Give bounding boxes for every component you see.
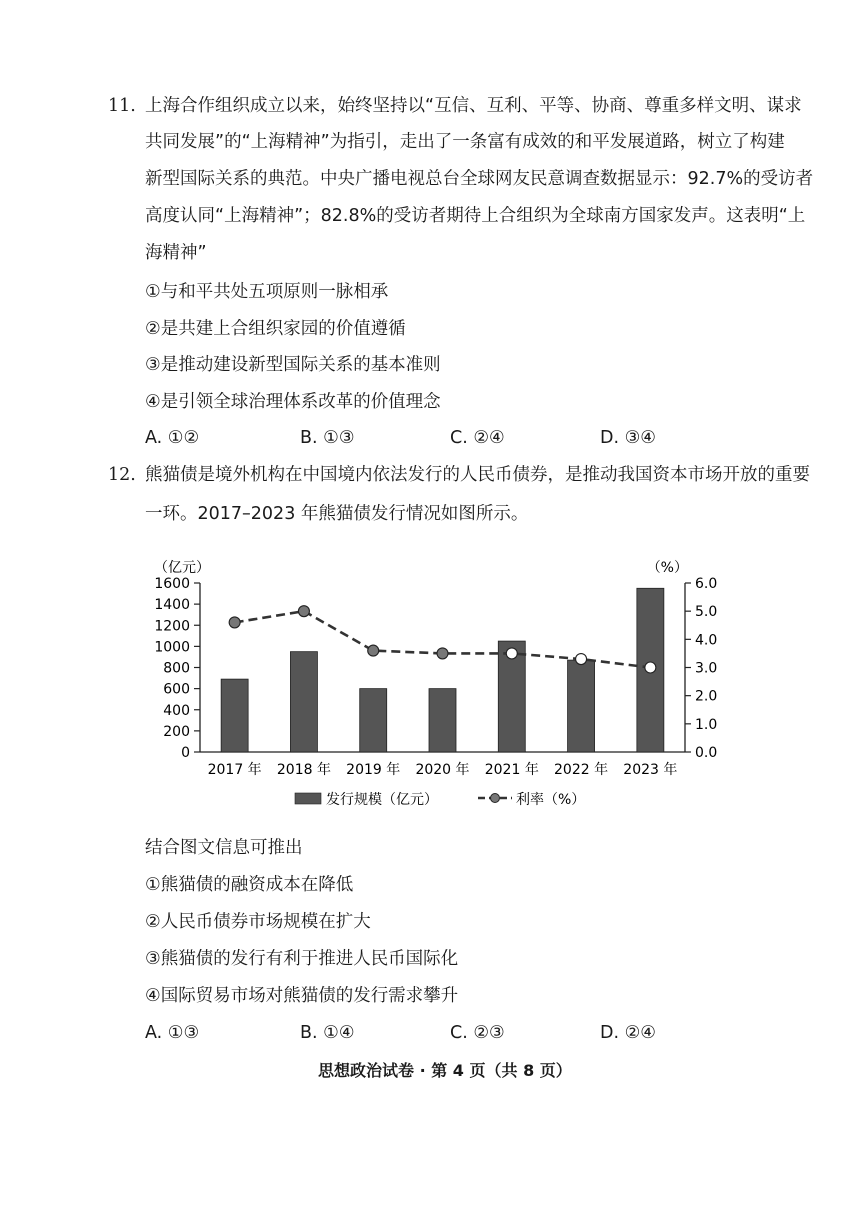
right-axis-unit: （%） bbox=[646, 560, 688, 576]
left-tick-label: 600 bbox=[163, 681, 190, 698]
x-tick-label: 2023 年 bbox=[623, 762, 678, 778]
right-tick-label: 2.0 bbox=[695, 688, 718, 705]
q12-option-c: C. ②③ bbox=[450, 1023, 505, 1043]
q11-number: 11. bbox=[108, 96, 136, 116]
panda-bond-chart bbox=[140, 550, 718, 815]
right-tick-label: 4.0 bbox=[695, 632, 718, 649]
q12-stem-line-2: 一环。2017–2023 年熊猫债发行情况如图所示。 bbox=[145, 504, 529, 524]
left-tick-label: 1200 bbox=[154, 618, 190, 635]
x-tick-label: 2019 年 bbox=[346, 762, 401, 778]
x-tick-label: 2018 年 bbox=[276, 762, 331, 778]
legend-bar-swatch bbox=[295, 793, 321, 804]
q11-stem-line-5: 海精神” bbox=[145, 243, 207, 263]
bar-3 bbox=[360, 689, 387, 752]
q11-stem-line-3: 新型国际关系的典范。中央广播电视总台全球网友民意调查数据显示：92.7%的受访者 bbox=[145, 169, 814, 189]
right-tick-label: 6.0 bbox=[695, 576, 718, 592]
right-tick-label: 5.0 bbox=[695, 604, 718, 621]
left-tick-label: 400 bbox=[163, 702, 190, 719]
x-tick-label: 2021 年 bbox=[484, 762, 539, 778]
x-tick-label: 2020 年 bbox=[415, 762, 470, 778]
rate-point-5 bbox=[506, 648, 517, 659]
bar-6 bbox=[568, 660, 595, 752]
q11-stem-line-1: 上海合作组织成立以来，始终坚持以“互信、互利、平等、协商、尊重多样文明、谋求 bbox=[145, 96, 802, 116]
chart-legend bbox=[295, 791, 585, 808]
q12-statement-4: ④国际贸易市场对熊猫债的发行需求攀升 bbox=[145, 986, 459, 1006]
legend-line-label: 利率（%） bbox=[516, 792, 586, 808]
left-tick-label: 200 bbox=[163, 723, 190, 740]
left-tick-label: 1600 bbox=[154, 576, 190, 592]
q11-option-b: B. ①③ bbox=[300, 428, 355, 448]
rate-point-6 bbox=[576, 654, 587, 665]
q11-option-a: A. ①② bbox=[145, 428, 200, 448]
q11-option-c: C. ②④ bbox=[450, 428, 505, 448]
bar-4 bbox=[429, 689, 456, 752]
rate-point-2 bbox=[298, 606, 309, 617]
left-tick-label: 800 bbox=[163, 660, 190, 677]
legend-bar-label: 发行规模（亿元） bbox=[326, 792, 438, 808]
left-axis-unit: （亿元） bbox=[154, 560, 210, 576]
q11-stem-line-4: 高度认同“上海精神”；82.8%的受访者期待上合组织为全球南方国家发声。这表明“上 bbox=[145, 206, 806, 226]
q12-number: 12. bbox=[108, 465, 136, 485]
rate-point-4 bbox=[437, 648, 448, 659]
left-tick-label: 1000 bbox=[154, 639, 190, 656]
bar-2 bbox=[290, 652, 317, 752]
q11-statement-4: ④是引领全球治理体系改革的价值理念 bbox=[145, 392, 441, 412]
q12-prompt: 结合图文信息可推出 bbox=[145, 838, 303, 858]
q11-statement-3: ③是推动建设新型国际关系的基本准则 bbox=[145, 355, 441, 375]
q11-stem-line-2: 共同发展”的“上海精神”为指引，走出了一条富有成效的和平发展道路，树立了构建 bbox=[145, 132, 785, 152]
rate-point-1 bbox=[229, 617, 240, 628]
q12-option-a: A. ①③ bbox=[145, 1023, 200, 1043]
q12-statement-3: ③熊猫债的发行有利于推进人民币国际化 bbox=[145, 949, 459, 969]
q11-option-d: D. ③④ bbox=[600, 428, 656, 448]
rate-point-3 bbox=[368, 645, 379, 656]
bar-1 bbox=[221, 679, 248, 752]
q12-statement-1: ①熊猫债的融资成本在降低 bbox=[145, 875, 354, 895]
left-tick-label: 0 bbox=[181, 745, 190, 761]
right-tick-label: 0.0 bbox=[695, 745, 718, 761]
x-tick-label: 2017 年 bbox=[207, 762, 262, 778]
rate-point-7 bbox=[645, 662, 656, 673]
legend-line-marker bbox=[491, 794, 500, 803]
q11-statement-1: ①与和平共处五项原则一脉相承 bbox=[145, 282, 389, 302]
q12-option-b: B. ①④ bbox=[300, 1023, 355, 1043]
page-footer: 思想政治试卷 · 第 4 页（共 8 页） bbox=[318, 1061, 572, 1080]
right-tick-label: 1.0 bbox=[695, 716, 718, 733]
q12-statement-2: ②人民币债券市场规模在扩大 bbox=[145, 912, 371, 932]
q11-statement-2: ②是共建上合组织家园的价值遵循 bbox=[145, 319, 406, 339]
left-tick-label: 1400 bbox=[154, 597, 190, 614]
right-tick-label: 3.0 bbox=[695, 660, 718, 677]
q12-stem-line-1: 熊猫债是境外机构在中国境内依法发行的人民币债券，是推动我国资本市场开放的重要 bbox=[145, 465, 810, 485]
x-tick-label: 2022 年 bbox=[554, 762, 609, 778]
q12-option-d: D. ②④ bbox=[600, 1023, 656, 1043]
